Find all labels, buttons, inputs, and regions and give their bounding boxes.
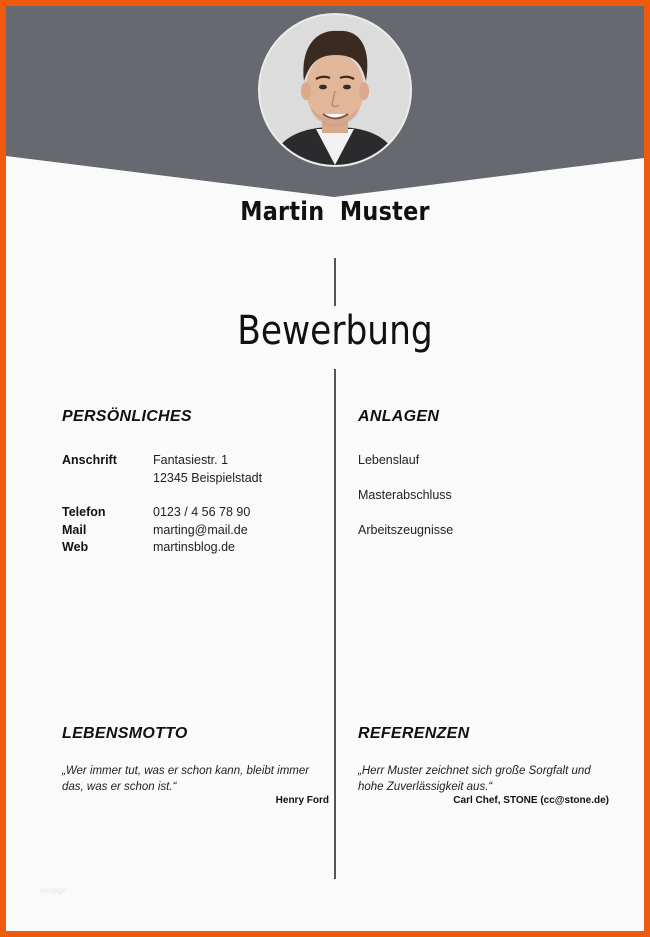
web-row xyxy=(62,539,262,557)
attachments-heading: ANLAGEN xyxy=(358,408,440,425)
vertical-divider xyxy=(334,369,336,879)
attachments-list xyxy=(358,452,453,557)
profile-photo xyxy=(258,13,412,167)
last-name: Muster xyxy=(339,197,430,227)
phone-value: 0123 / 4 56 78 90 xyxy=(153,505,251,519)
mail-row xyxy=(62,522,262,540)
web-label: Web xyxy=(62,540,89,554)
references-heading: REFERENZEN xyxy=(358,725,470,742)
mail-value: marting@mail.de xyxy=(153,522,248,537)
personal-heading: PERSÖNLICHES xyxy=(62,408,192,425)
address-line2: 12345 Beispielstadt xyxy=(153,470,263,485)
resume-cover-page xyxy=(6,6,644,931)
mail-label: Mail xyxy=(62,522,87,537)
references-quote: „Herr Muster zeichnet sich große Sorgfalt und hohe Zuverlässigkeit aus.“ xyxy=(358,765,591,793)
address-value xyxy=(153,452,262,487)
address-line1: Fantasiestr. 1 xyxy=(153,453,229,467)
web-value: martinsblog.de xyxy=(153,540,235,554)
phone-row xyxy=(62,504,262,522)
attachment-item: Lebenslauf xyxy=(358,453,420,467)
vertical-divider-top xyxy=(334,258,336,306)
references-author: Carl Chef, STONE (cc@stone.de) xyxy=(453,795,609,806)
address-label: Anschrift xyxy=(62,453,117,467)
attachment-item: Arbeitszeugnisse xyxy=(358,523,454,537)
attachment-item: Masterabschluss xyxy=(358,488,452,502)
motto-heading: LEBENSMOTTO xyxy=(62,725,188,742)
first-name: Martin xyxy=(240,197,325,227)
phone-label: Telefon xyxy=(62,505,106,519)
motto-author: Henry Ford xyxy=(275,795,329,806)
person-portrait-icon xyxy=(260,15,410,165)
footer-watermark: vorlage xyxy=(40,886,67,895)
personal-info xyxy=(62,452,262,557)
motto-quote: „Wer immer tut, was er schon kann, bleibt immer das, was er schon ist.“ xyxy=(62,765,310,793)
address-row xyxy=(62,452,262,487)
applicant-name xyxy=(52,197,618,227)
document-title: Bewerbung xyxy=(237,308,433,354)
